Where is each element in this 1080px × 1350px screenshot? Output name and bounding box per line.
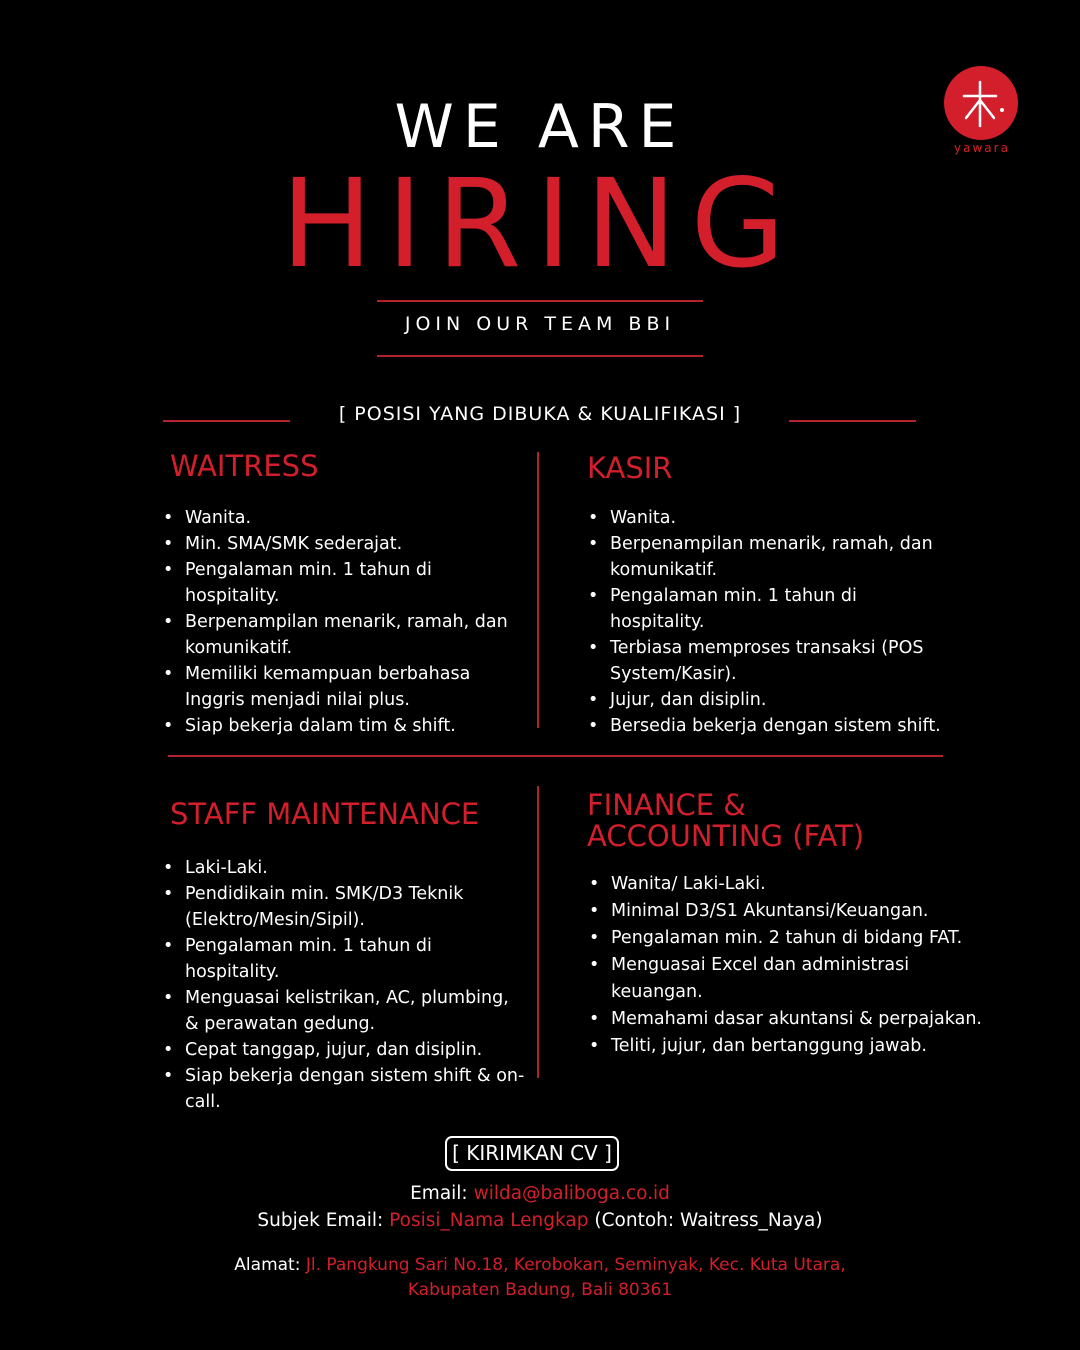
job-title: KASIR <box>587 451 673 485</box>
job-title: WAITRESS <box>170 449 319 483</box>
list-item: • Menguasai kelistrikan, AC, plumbing, & perawatan gedung. <box>163 985 525 1037</box>
section-line-right <box>789 420 916 422</box>
email-label: Email: <box>410 1183 468 1204</box>
list-item: • Cepat tanggap, jujur, dan disiplin. <box>163 1037 525 1063</box>
requirements-waitress <box>163 505 525 739</box>
divider-bottom <box>377 355 703 357</box>
job-waitress <box>170 451 530 482</box>
list-item: • Memiliki kemampuan berbahasa Inggris menjadi nilai plus. <box>163 661 525 713</box>
list-item: • Teliti, jujur, dan bertanggung jawab. <box>589 1033 984 1060</box>
subject-value: Posisi_Nama Lengkap <box>389 1210 589 1231</box>
list-item: • Siap bekerja dengan sistem shift & on-call. <box>163 1063 525 1115</box>
send-cv-badge: [ KIRIMKAN CV ] <box>445 1136 619 1171</box>
list-item: • Laki-Laki. <box>163 855 525 881</box>
we-are-heading: WE ARE <box>394 92 686 162</box>
address-label: Alamat: <box>234 1255 301 1275</box>
list-item: • Pengalaman min. 1 tahun di hospitality. <box>163 557 525 609</box>
list-item: • Minimal D3/S1 Akuntansi/Keuangan. <box>589 898 984 925</box>
requirements-kasir <box>588 505 943 739</box>
requirements-staff-maintenance <box>163 855 525 1115</box>
address-line-1 <box>0 1255 1080 1275</box>
logo-text: yawara <box>954 141 1010 155</box>
address-value-1: Jl. Pangkung Sari No.18, Kerobokan, Seminyak, Kec. Kuta Utara, <box>305 1255 846 1275</box>
job-title: STAFF MAINTENANCE <box>170 797 480 831</box>
list-item: • Menguasai Excel dan administrasi keuangan. <box>589 952 984 1006</box>
job-staff-maintenance <box>170 799 530 830</box>
list-item: • Jujur, dan disiplin. <box>588 687 943 713</box>
subject-label: Subjek Email: <box>257 1210 384 1231</box>
join-subtitle: JOIN OUR TEAM BBI <box>404 313 676 335</box>
list-item: • Min. SMA/SMK sederajat. <box>163 531 525 557</box>
job-title-line1: FINANCE & <box>587 788 746 822</box>
list-item: • Memahami dasar akuntansi & perpajakan. <box>589 1006 984 1033</box>
column-divider-bottom <box>537 786 539 1078</box>
divider-top <box>377 300 703 302</box>
requirements-finance-accounting <box>589 871 984 1060</box>
subject-line <box>0 1210 1080 1231</box>
job-finance-accounting <box>587 790 1007 852</box>
list-item: • Wanita. <box>588 505 943 531</box>
list-item: • Pengalaman min. 1 tahun di hospitality. <box>163 933 525 985</box>
list-item: • Pengalaman min. 1 tahun di hospitality. <box>588 583 943 635</box>
column-divider-top <box>537 452 539 728</box>
job-kasir <box>587 453 967 484</box>
list-item: • Wanita/ Laki-Laki. <box>589 871 984 898</box>
hiring-heading: HIRING <box>280 153 800 295</box>
list-item: • Terbiasa memproses transaksi (POS System/Kasir). <box>588 635 943 687</box>
list-item: • Bersedia bekerja dengan sistem shift. <box>588 713 943 739</box>
section-title: [ POSISI YANG DIBUKA & KUALIFIKASI ] <box>338 403 742 425</box>
list-item: • Pengalaman min. 2 tahun di bidang FAT. <box>589 925 984 952</box>
email-line <box>0 1183 1080 1204</box>
list-item: • Siap bekerja dalam tim & shift. <box>163 713 525 739</box>
list-item: • Wanita. <box>163 505 525 531</box>
list-item: • Berpenampilan menarik, ramah, dan komunikatif. <box>163 609 525 661</box>
address-line-2: Kabupaten Badung, Bali 80361 <box>407 1280 673 1300</box>
list-item: • Pendidikain min. SMK/D3 Teknik (Elektro/Mesin/Sipil). <box>163 881 525 933</box>
row-divider <box>168 755 943 757</box>
subject-example: (Contoh: Waitress_Naya) <box>594 1210 823 1231</box>
list-item: • Berpenampilan menarik, ramah, dan komunikatif. <box>588 531 943 583</box>
email-link[interactable]: wilda@baliboga.co.id <box>473 1183 670 1204</box>
job-title-line2: ACCOUNTING (FAT) <box>587 819 865 853</box>
